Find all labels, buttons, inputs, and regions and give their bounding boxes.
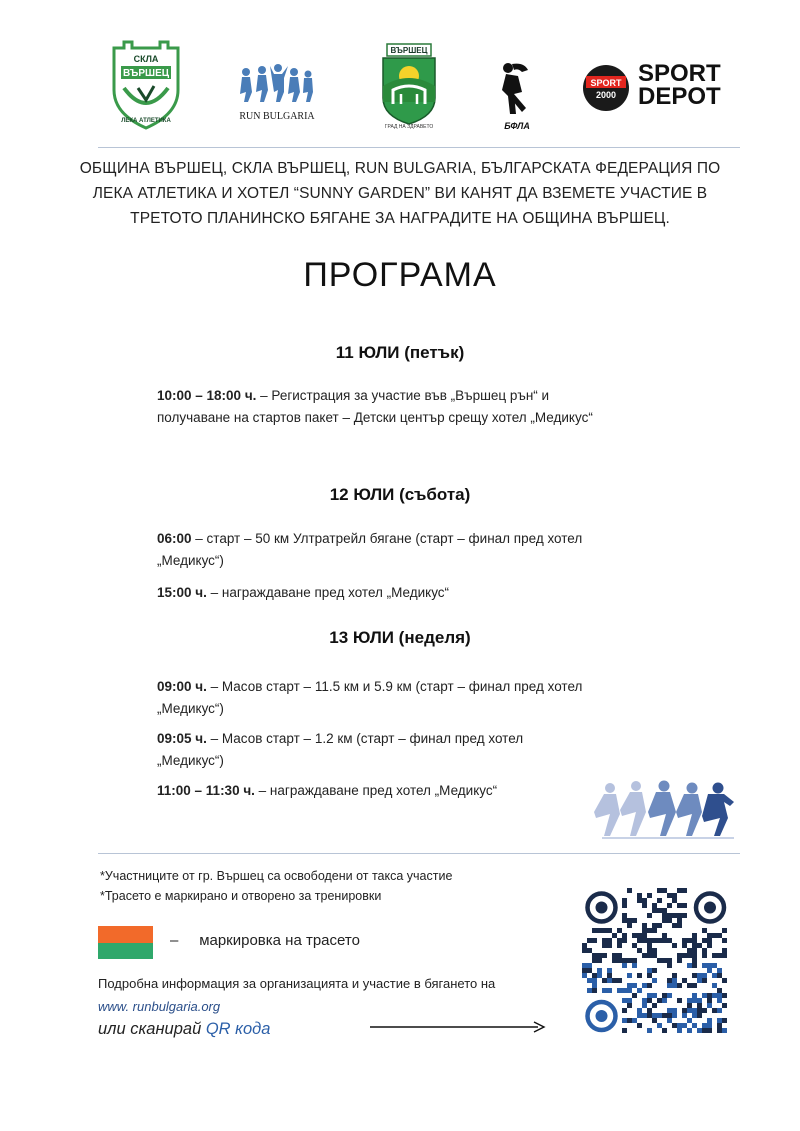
event-3-2 — [157, 728, 657, 772]
day-heading-1: 11 ЮЛИ (петък) — [335, 343, 465, 362]
bottom-divider — [98, 853, 740, 854]
runners-illustration — [588, 778, 738, 840]
event-2-2 — [157, 582, 657, 604]
event-2-1 — [157, 528, 657, 572]
event-text: – Регистрация за участие във „Вършец рън“ и — [256, 388, 550, 403]
note-2: *Трасето е маркирано и отворено за тренировки — [100, 889, 382, 903]
note-1: *Участниците от гр. Вършец са освободени от такса участие — [100, 869, 453, 883]
logo-row — [0, 40, 800, 140]
varshets-name-text: ВЪРШЕЦ — [390, 46, 428, 55]
sportdepot-logo — [638, 62, 721, 108]
intro-text — [40, 156, 760, 231]
event-text: – награждаване пред хотел „Медикус“ — [206, 585, 450, 600]
event-text: – награждаване пред хотел „Медикус“ — [254, 783, 498, 798]
trail-marking-flag — [98, 926, 153, 959]
varshets-motto-text: ГРАД НА ЗДРАВЕТО — [384, 124, 434, 130]
event-time: 09:00 ч. — [157, 679, 207, 694]
sportdepot-line1: SPORT — [638, 60, 721, 87]
event-text-cont: „Медикус“) — [157, 753, 224, 768]
event-text-cont: „Медикус“) — [157, 701, 224, 716]
trail-marking-legend — [170, 932, 360, 949]
event-1-1 — [157, 385, 657, 429]
event-text-cont: „Медикус“) — [157, 553, 224, 568]
event-text: – старт – 50 км Ултратрейл бягане (старт – финал пред хотел — [191, 531, 583, 546]
qr-code[interactable] — [580, 886, 730, 1044]
arrow-right-icon — [368, 1020, 548, 1034]
sportdepot-line2: DEPOT — [638, 83, 721, 110]
event-3-3 — [157, 780, 657, 802]
flag-green-stripe — [98, 943, 153, 960]
skla-name-text: ВЪРШЕЦ — [122, 68, 170, 79]
sport2000-logo — [582, 64, 630, 112]
run-bulgaria-text: RUN BULGARIA — [239, 111, 315, 122]
event-text-cont: получаване на стартов пакет – Детски център срещу хотел „Медикус“ — [157, 410, 593, 425]
event-time: 10:00 – 18:00 ч. — [157, 388, 257, 403]
legend-dash: – — [170, 932, 179, 949]
event-time: 15:00 ч. — [157, 585, 207, 600]
info-text: Подробна информация за организацията и участие в бягането на — [98, 976, 496, 991]
bfla-text: БФЛА — [504, 121, 530, 131]
event-text: – Масов старт – 1.2 км (старт – финал пред хотел — [206, 731, 524, 746]
skla-bottom-text: ЛЕКА АТЛЕТИКА — [121, 118, 171, 124]
event-time: 11:00 – 11:30 ч. — [157, 783, 255, 798]
event-time: 09:05 ч. — [157, 731, 207, 746]
sport2000-line2: 2000 — [595, 90, 617, 100]
scan-qr-word: QR кода — [205, 1020, 271, 1038]
day-heading-3: 13 ЮЛИ (неделя) — [329, 628, 471, 647]
event-time: 06:00 — [157, 531, 192, 546]
intro-line-3: ТРЕТОТО ПЛАНИНСКО БЯГАНЕ ЗА НАГРАДИТЕ НА ОБЩИНА ВЪРШЕЦ. — [130, 210, 670, 227]
intro-line-1: ОБЩИНА ВЪРШЕЦ, СКЛА ВЪРШЕЦ, RUN BULGARIA, БЪЛГАРСКАТА ФЕДЕРАЦИЯ ПО — [79, 160, 721, 177]
scan-prefix: или сканирай — [98, 1020, 206, 1038]
run-bulgaria-logo — [232, 62, 322, 122]
event-3-1 — [157, 676, 657, 720]
sport2000-line1: SPORT — [590, 78, 622, 88]
skla-varshets-logo — [108, 40, 184, 130]
website-link[interactable]: www. runbulgaria.org — [98, 999, 221, 1014]
legend-text: маркировка на трасето — [199, 932, 360, 949]
bfla-logo — [492, 60, 542, 130]
scan-qr-text — [98, 1020, 270, 1039]
skla-top-text: СКЛА — [133, 54, 159, 64]
flag-orange-stripe — [98, 926, 153, 943]
event-text: – Масов старт – 11.5 км и 5.9 км (старт – финал пред хотел — [206, 679, 583, 694]
varshets-municipality-logo — [379, 42, 439, 130]
intro-line-2: ЛЕКА АТЛЕТИКА И ХОТЕЛ “SUNNY GARDEN” ВИ КАНЯТ ДА ВЗЕМЕТЕ УЧАСТИЕ В — [92, 185, 708, 202]
page-title: ПРОГРАМА — [303, 256, 497, 294]
top-divider — [98, 147, 740, 148]
day-heading-2: 12 ЮЛИ (събота) — [329, 485, 471, 504]
